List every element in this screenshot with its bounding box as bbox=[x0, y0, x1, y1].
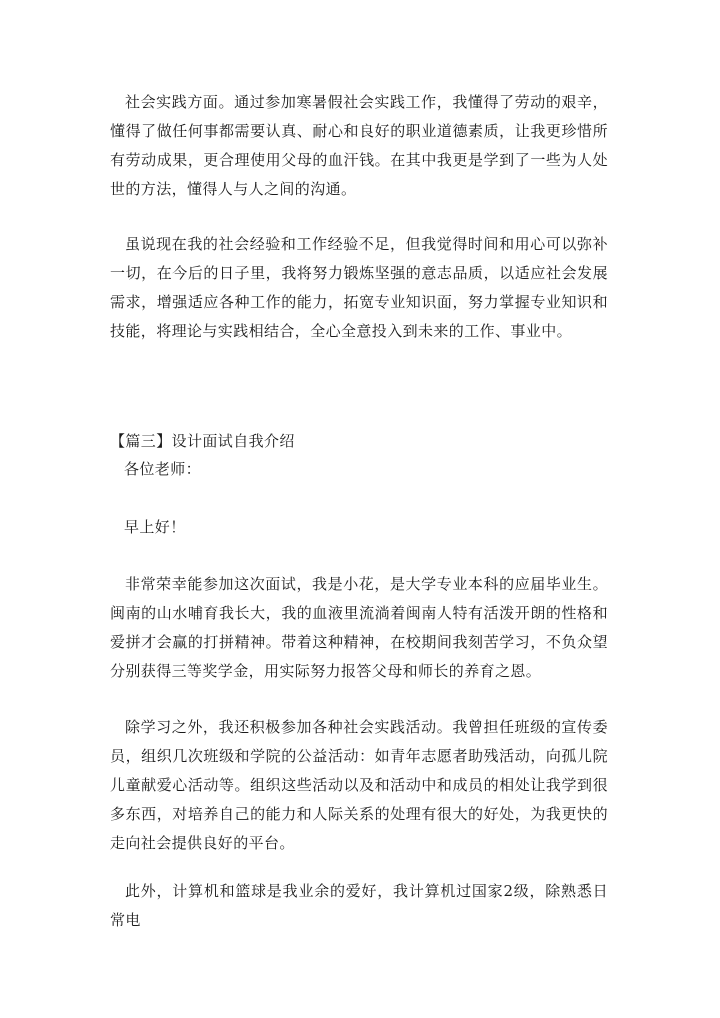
paragraph-social-practice: 社会实践方面。通过参加寒暑假社会实践工作，我懂得了劳动的艰辛，懂得了做任何事都需要认真、耐心和良好的职业道德素质，让我更珍惜所有劳动成果，更合理使用父母的血汗钱。在其中我更是学到了一些为人处世的方法，懂得人与人之间的沟通。 bbox=[110, 93, 608, 198]
paragraph-future-plans: 虽说现在我的社会经验和工作经验不足，但我觉得时间和用心可以弥补一切，在今后的日子里，我将努力锻炼坚强的意志品质，以适应社会发展需求，增强适应各种工作的能力，拓宽专业知识面，努力掌握专业知识和技能，将理论与实践相结合，全心全意投入到未来的工作、事业中。 bbox=[110, 235, 608, 340]
section-heading: 【篇三】设计面试自我介绍 bbox=[110, 432, 295, 450]
paragraph-introduction: 非常荣幸能参加这次面试，我是小花，是大学专业本科的应届毕业生。闽南的山水哺育我长大，我的血液里流淌着闽南人特有活泼开朗的性格和爱拼才会赢的打拼精神。带着这种精神，在校期间我刻苦学习，不负众望分别获得三等奖学金，用实际努力报答父母和师长的养育之恩。 bbox=[110, 575, 608, 680]
salutation: 各位老师： bbox=[124, 460, 202, 478]
paragraph-activities: 除学习之外，我还积极参加各种社会实践活动。我曾担任班级的宣传委员，组织几次班级和学院的公益活动：如青年志愿者助残活动，向孤儿院儿童献爱心活动等。组织这些活动以及和活动中和成员的相处让我学到很多东西，对培养自己的能力和人际关系的处理有很大的好处，为我更快的走向社会提供良好的平台。 bbox=[110, 718, 608, 852]
paragraph-hobbies: 此外，计算机和篮球是我业余的爱好，我计算机过国家2级，除熟悉日常电 bbox=[110, 882, 608, 929]
greeting: 早上好！ bbox=[124, 518, 186, 536]
